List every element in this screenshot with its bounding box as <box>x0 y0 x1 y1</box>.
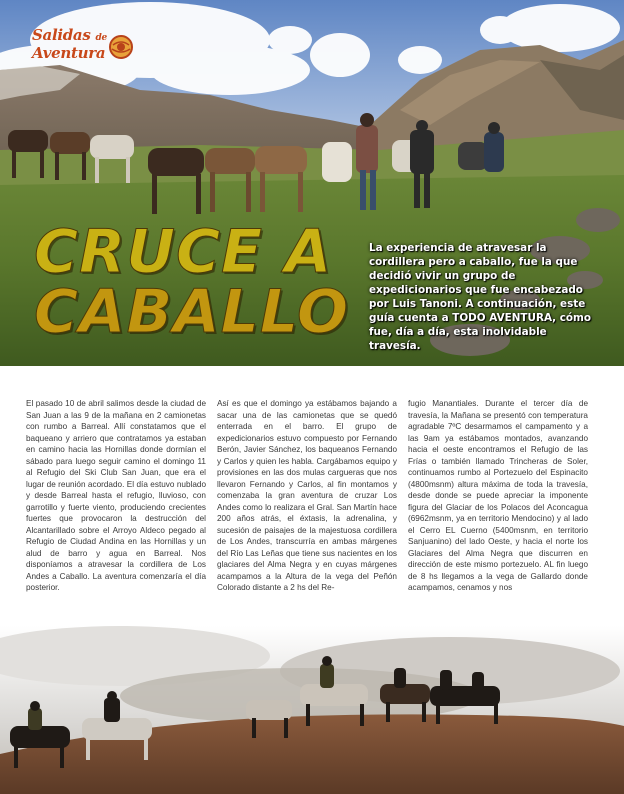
logo-word-salidas: Salidas <box>32 26 91 44</box>
logo-globe-icon <box>108 34 134 60</box>
body-column-2 <box>217 398 397 594</box>
title-line-1: CRUCE A <box>34 217 333 287</box>
article-title <box>34 217 364 347</box>
body-column-3 <box>408 398 588 594</box>
ridge-riders-illustration <box>0 626 624 794</box>
body-paragraph-2: Así es que el domingo ya estábamos bajando a sacar una de las camionetas que se quedó enterrada en el barro. El grupo de expedicionarios estuvo compuesto por Fernando Berón, Javier Sánchez, los baqueanos Fernando y Carlos y quien les habla. Cargábamos equipo y provisiones en las dos mulas cargueras que nos llevaron Fernando y Carlos, al fin montamos y comenzaba la gran aventura de cruzar Los Andes como lo realizara el Gral. San Martín hace 200 años atrás, el éxtasis, la adrenalina, y sucesión de paisajes de la majestuosa cordillera de Los Andes, transcurría en ambas márgenes del Río Las Leñas que tiene sus nacientes en los glaciares del Alma Negra y en cuyas márgenes acampamos a la Altura de la vega del Peñón Colorado distante a 2 hs del Re- <box>217 399 397 592</box>
logo-line-1 <box>32 26 107 44</box>
body-paragraph-1: El pasado 10 de abril salimos desde la ciudad de San Juan a las 9 de la mañana en 2 camionetas con rumbo a Barreal. Allí constatamos que el baqueano y arriero que contratamos ya estaban en camino hacia las Hornillas donde dormían el sábado para luego seguir camino el domingo 11 al Refugio del Ski Club San Juan, que era el lugar de reunión acordado. El día estuvo nublado y desde Barreal hasta el refugio, lluvioso, con garrotillo y fuerte viento, produciendo crecientes fuertes que provocaron la destrucción del Alcantarillado sobre el Arroyo Aldeco pegado al Refugio de Ciudad Andina en las Hornillas y un alud de barro y agua en Barreal. Nos disponíamos a atravesar la cordillera de Los Andes a Caballo. La aventura comenzaría el día posterior. <box>26 399 206 592</box>
article-intro: La experiencia de atravesar la cordillera pero a caballo, fue la que decidió vivir un grupo de expedicionarios que fue encabezado por Luis Tanoni. A continuación, este guía cuenta a TODO AVENTURA, cómo fue, día a día, esta inolvidable travesía. <box>369 242 592 352</box>
logo-word-aventura: Aventura <box>32 44 106 62</box>
hero-photo <box>0 0 624 366</box>
bottom-photo <box>0 626 624 794</box>
body-paragraph-3: fugio Manantiales. Durante el tercer día de travesía, la Mañana se presentó con temperatura agradable 7ºC desarmamos el campamento y a las 9am ya estábamos montados, avanzando hacia el oeste encontramos el Refugio de las Frías o también llamado Trincheras de Soler, continuamos rumbo al Portezuelo del Espinacito (4800msnm) altura máxima de toda la travesía, desde donde se puede apreciar la imponente figura del Glaciar de los Polacos del Aconcagua (6962msnm, ya en territorio Mendocino) y al lado el Cerro EL Cuerno (5400msnm, en territorio Sanjuanino) del lado Oeste, y hacia el norte los Glaciares del Alma Negra que discurren en dirección de este mismo portezuelo. AL fin luego de 8 hs llegamos a la vega de Gallardo donde acampamos, cenamos y nos <box>408 399 588 592</box>
logo-word-de: de <box>95 33 107 43</box>
body-column-1 <box>26 398 206 594</box>
title-line-2: CABALLO <box>34 277 349 347</box>
brand-logo <box>24 20 134 66</box>
